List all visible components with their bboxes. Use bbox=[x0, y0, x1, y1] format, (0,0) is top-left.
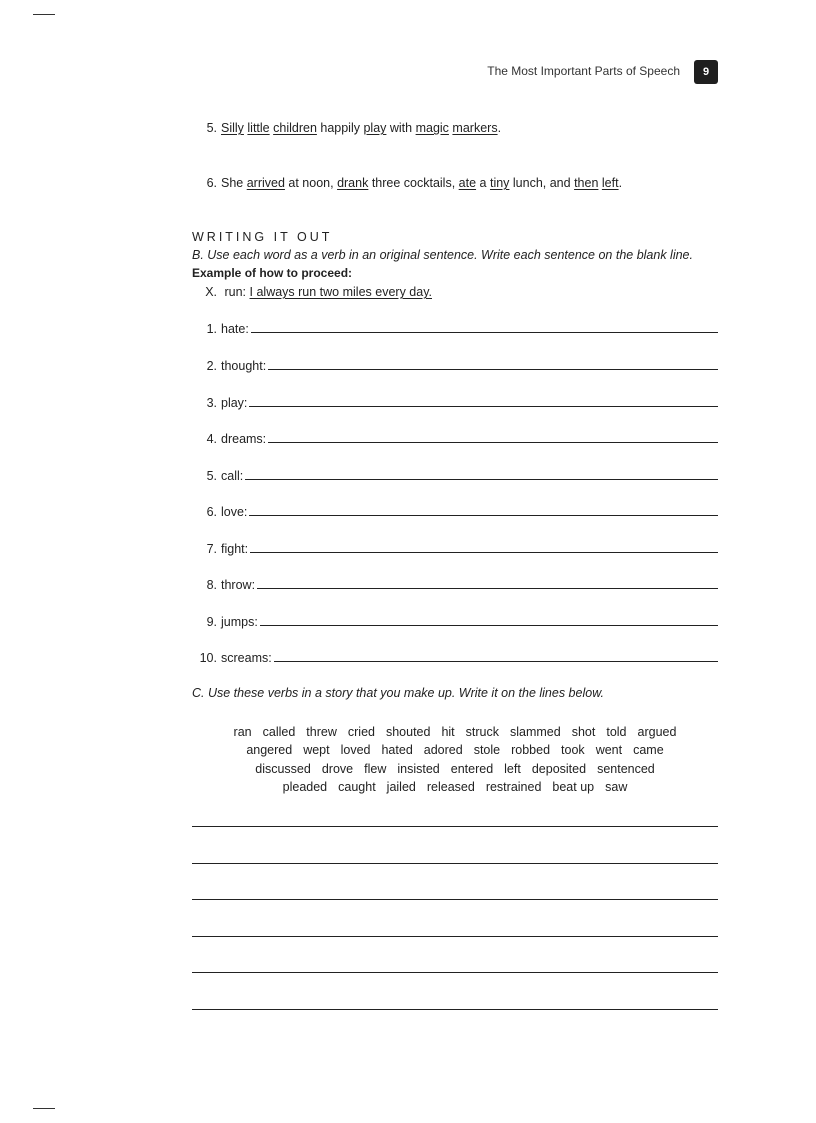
verb-prompt-4[interactable] bbox=[193, 430, 718, 446]
underlined-word: arrived bbox=[246, 176, 285, 190]
underlined-word: magic bbox=[415, 121, 449, 135]
word-bank-verb: flew bbox=[364, 761, 387, 776]
underlined-word: markers bbox=[452, 121, 498, 135]
answer-line[interactable] bbox=[251, 332, 718, 333]
word-bank-verb: left bbox=[504, 761, 521, 776]
underlined-word: drank bbox=[337, 176, 369, 190]
word-bank-verb: ran bbox=[233, 725, 252, 739]
exercise-item-5 bbox=[193, 120, 501, 136]
verb-prompt-8[interactable] bbox=[193, 576, 718, 592]
verb-prompt-5[interactable] bbox=[193, 467, 718, 483]
word-bank-verb: loved bbox=[340, 743, 371, 758]
exercise-item-6 bbox=[193, 175, 622, 191]
prompt-word: call: bbox=[221, 469, 244, 483]
word-bank-verb: slammed bbox=[510, 725, 561, 739]
word-bank-verb: jailed bbox=[386, 779, 416, 794]
answer-line[interactable] bbox=[257, 588, 718, 589]
word-bank-verb: came bbox=[633, 743, 664, 758]
example-sentence: I always run two miles every day. bbox=[249, 285, 432, 299]
underlined-word: left bbox=[601, 176, 619, 190]
sentence-text: She bbox=[221, 176, 247, 190]
word-bank-verb: drove bbox=[321, 761, 354, 776]
answer-line[interactable] bbox=[249, 406, 718, 407]
sentence-text: happily bbox=[316, 121, 364, 135]
prompt-word: fight: bbox=[221, 542, 249, 556]
prompt-word: screams: bbox=[221, 651, 272, 665]
sentence-text: at noon, bbox=[284, 176, 338, 190]
prompt-word: dreams: bbox=[221, 432, 267, 446]
word-bank-verb: entered bbox=[450, 761, 494, 776]
answer-line[interactable] bbox=[260, 625, 718, 626]
word-bank-verb: released bbox=[426, 779, 475, 794]
item-number: 6. bbox=[206, 176, 217, 190]
word-bank-verb: argued bbox=[637, 725, 677, 739]
answer-line[interactable] bbox=[250, 552, 718, 553]
prompt-word: thought: bbox=[221, 359, 267, 373]
word-bank-verb: took bbox=[561, 743, 585, 758]
answer-line[interactable] bbox=[249, 515, 718, 516]
verb-prompt-1[interactable] bbox=[193, 320, 718, 336]
prompt-number: 4. bbox=[206, 432, 217, 446]
verb-prompt-6[interactable] bbox=[193, 503, 718, 519]
running-title: The Most Important Parts of Speech bbox=[487, 64, 680, 78]
crop-mark-top bbox=[33, 14, 55, 15]
underlined-word: ate bbox=[458, 176, 477, 190]
underlined-word: children bbox=[273, 121, 317, 135]
verb-prompt-9[interactable] bbox=[193, 613, 718, 629]
word-bank-row bbox=[192, 723, 718, 741]
prompt-number: 2. bbox=[206, 359, 217, 373]
instruction-c: C. Use these verbs in a story that you make up. Write it on the lines below. bbox=[192, 686, 604, 700]
prompt-number: 3. bbox=[206, 396, 217, 410]
answer-line[interactable] bbox=[268, 369, 718, 370]
word-bank-verb: adored bbox=[423, 743, 463, 758]
word-bank-row bbox=[192, 760, 718, 778]
example-heading: Example of how to proceed: bbox=[192, 266, 353, 280]
word-bank-verb: deposited bbox=[531, 761, 587, 776]
word-bank-verb: cried bbox=[347, 725, 375, 739]
prompt-number: 9. bbox=[206, 615, 217, 629]
story-line-1[interactable] bbox=[192, 826, 718, 827]
prompt-number: 8. bbox=[206, 578, 217, 592]
word-bank-verb: robbed bbox=[511, 743, 551, 758]
verb-prompt-7[interactable] bbox=[193, 540, 718, 556]
verb-prompt-10[interactable] bbox=[193, 649, 718, 665]
story-line-5[interactable] bbox=[192, 972, 718, 973]
word-bank-row bbox=[192, 741, 718, 759]
verb-prompt-3[interactable] bbox=[193, 394, 718, 410]
prompt-number: 5. bbox=[206, 469, 217, 483]
running-header bbox=[0, 60, 718, 84]
word-bank-verb: restrained bbox=[485, 779, 542, 794]
underlined-word: tiny bbox=[489, 176, 510, 190]
prompt-number: 7. bbox=[206, 542, 217, 556]
word-bank-verb: caught bbox=[338, 779, 376, 794]
example-line bbox=[193, 285, 432, 299]
underlined-word: then bbox=[574, 176, 599, 190]
example-word: run: bbox=[224, 285, 247, 299]
item-number: 5. bbox=[206, 121, 217, 135]
prompt-number: 1. bbox=[206, 322, 217, 336]
underlined-word: little bbox=[247, 121, 270, 135]
sentence-text: a bbox=[476, 176, 490, 190]
instruction-b: B. Use each word as a verb in an original sentence. Write each sentence on the blank line. bbox=[192, 248, 693, 262]
word-bank-verb: told bbox=[606, 725, 627, 739]
word-bank-verb: hit bbox=[441, 725, 455, 739]
word-bank-verb: threw bbox=[306, 725, 337, 739]
word-bank-verb: shot bbox=[571, 725, 596, 739]
sentence-text: . bbox=[497, 121, 502, 135]
word-bank-verb: beat up bbox=[552, 779, 595, 794]
word-bank-verb: went bbox=[595, 743, 623, 758]
word-bank-verb: angered bbox=[246, 743, 293, 758]
answer-line[interactable] bbox=[245, 479, 718, 480]
word-bank-verb: wept bbox=[303, 743, 330, 758]
word-bank-verb: hated bbox=[381, 743, 413, 758]
answer-line[interactable] bbox=[268, 442, 718, 443]
sentence-text: with bbox=[386, 121, 416, 135]
sentence-text: lunch, and bbox=[509, 176, 575, 190]
word-bank bbox=[192, 723, 718, 796]
prompt-number: 6. bbox=[206, 505, 217, 519]
example-number: X. bbox=[205, 285, 217, 299]
verb-prompt-2[interactable] bbox=[193, 357, 718, 373]
sentence-text: three cocktails, bbox=[368, 176, 459, 190]
section-title: WRITING IT OUT bbox=[192, 230, 333, 244]
story-line-2[interactable] bbox=[192, 863, 718, 864]
prompt-word: love: bbox=[221, 505, 248, 519]
word-bank-verb: stole bbox=[473, 743, 501, 758]
story-line-3[interactable] bbox=[192, 899, 718, 900]
prompt-word: play: bbox=[221, 396, 248, 410]
underlined-word: Silly bbox=[221, 121, 244, 135]
page-number-badge: 9 bbox=[694, 60, 718, 84]
prompt-word: hate: bbox=[221, 322, 249, 336]
word-bank-verb: insisted bbox=[397, 761, 440, 776]
word-bank-verb: saw bbox=[605, 779, 628, 794]
word-bank-verb: pleaded bbox=[282, 779, 328, 794]
word-bank-row bbox=[192, 778, 718, 796]
word-bank-verb: shouted bbox=[385, 725, 431, 739]
word-bank-verb: called bbox=[262, 725, 296, 739]
underlined-word: play bbox=[363, 121, 387, 135]
word-bank-verb: sentenced bbox=[597, 761, 655, 776]
prompt-word: jumps: bbox=[221, 615, 258, 629]
story-line-4[interactable] bbox=[192, 936, 718, 937]
crop-mark-bottom bbox=[33, 1108, 55, 1109]
sentence-text: . bbox=[618, 176, 623, 190]
story-line-6[interactable] bbox=[192, 1009, 718, 1010]
prompt-number: 10. bbox=[199, 651, 217, 665]
word-bank-verb: struck bbox=[465, 725, 499, 739]
word-bank-verb: discussed bbox=[255, 761, 311, 776]
prompt-word: throw: bbox=[221, 578, 256, 592]
answer-line[interactable] bbox=[274, 661, 718, 662]
